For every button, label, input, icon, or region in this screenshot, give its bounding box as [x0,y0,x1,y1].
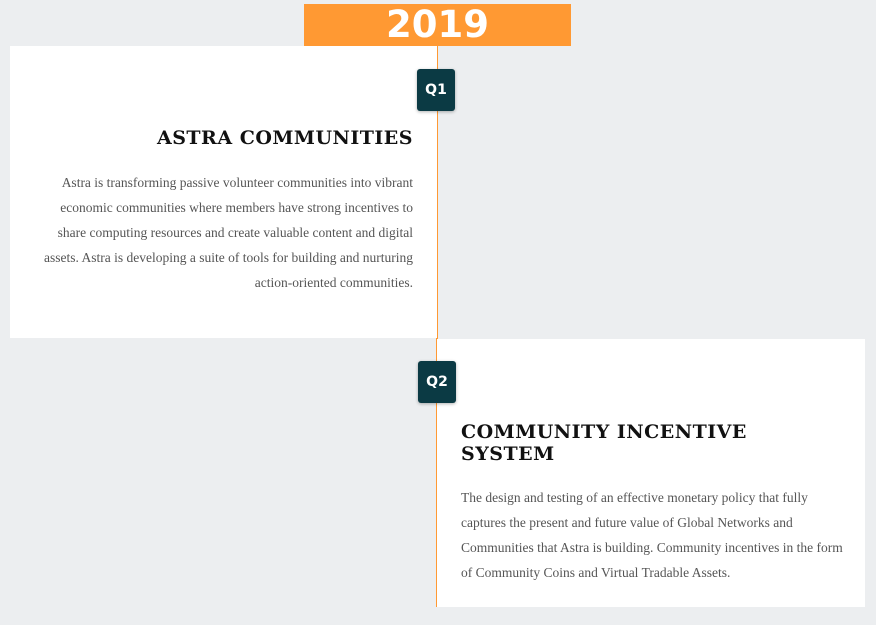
card-title: ASTRA COMMUNITIES [156,127,413,149]
card-description: Astra is transforming passive volunteer communities into vibrant economic communities where members have strong incentives to share computing resources and create valuable content and digital assets. Astra is developing a suite of tools for building and nurturing action-oriented communities. [44,175,413,290]
timeline-card-q2 [437,339,865,607]
card-description: The design and testing of an effective monetary policy that fully captures the present and future value of Global Networks and Communities that Astra is building. Community incentives in the form of Community Coins and Virtual Tradable Assets. [461,490,843,580]
card-title: COMMUNITY INCENTIVE SYSTEM [461,421,747,465]
year-banner: 2019 [304,4,571,46]
timeline-card-q1 [10,46,437,338]
quarter-badge-q1: Q1 [417,69,455,111]
quarter-badge-q2: Q2 [418,361,456,403]
